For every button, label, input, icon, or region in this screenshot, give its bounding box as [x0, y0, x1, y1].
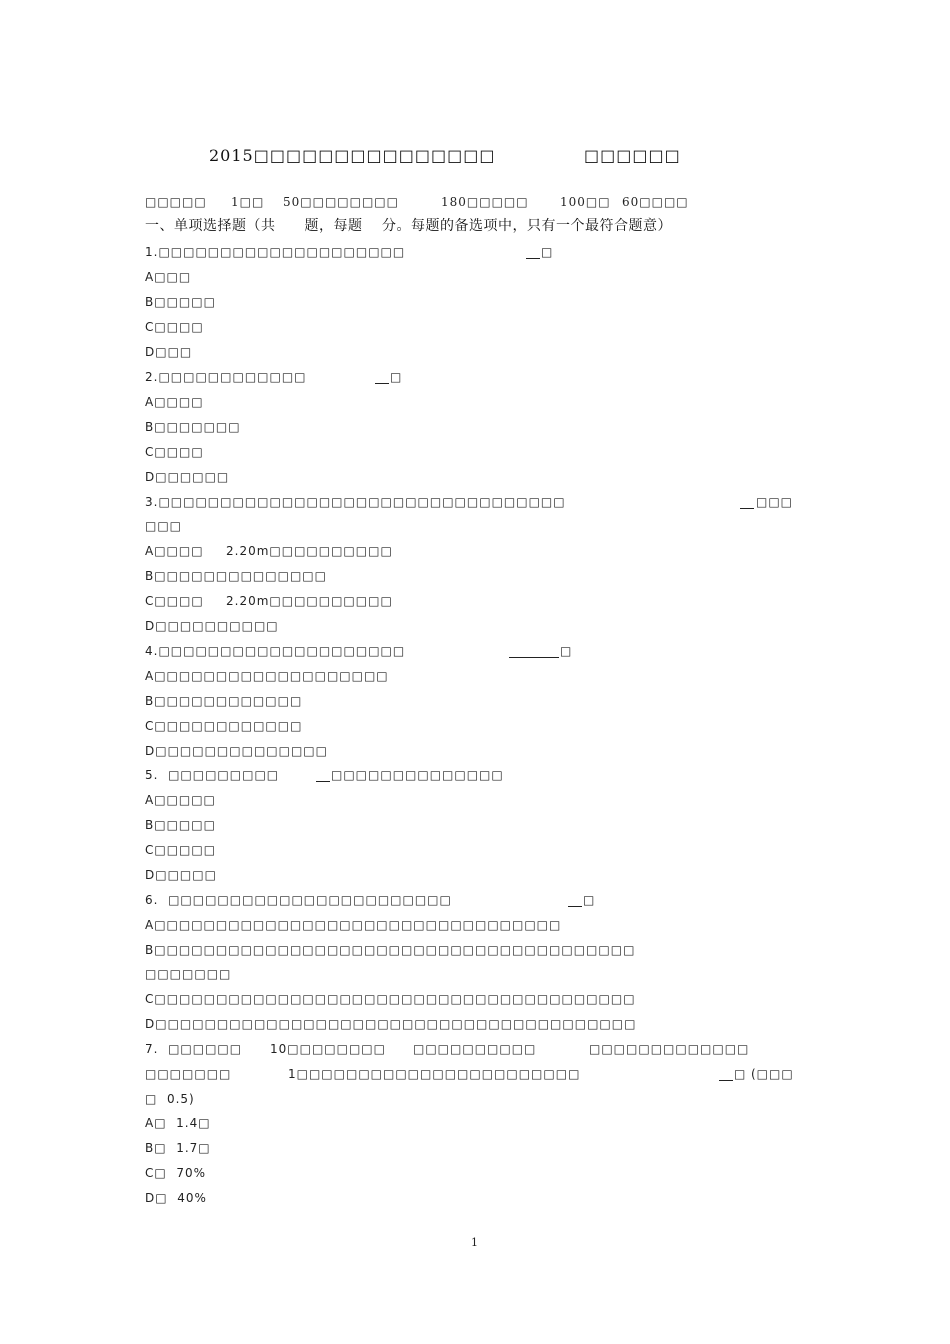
option-c: C□□□□□ [145, 843, 217, 857]
option-a: A□□□ [145, 270, 192, 284]
option-b: B□□□□□ [145, 818, 216, 832]
option-c: C□□□□ [145, 594, 204, 608]
option-c: C□□□□ [145, 445, 204, 459]
option-d: D□ 40% [145, 1191, 207, 1205]
question-5-stem: 5. □□□□□□□□□ [145, 768, 280, 782]
section-heading: 一、单项选择题（共 题，每题 分。每题的备选项中，只有一个最符合题意） [145, 218, 672, 234]
answer-blank [375, 369, 389, 384]
answer-blank [509, 643, 559, 658]
question-7-line2-paren: (□□□ [751, 1067, 794, 1081]
option-b: B□□□□□ [145, 295, 216, 309]
doc-title: 2015□□□□□□□□□□□□□□□ [209, 146, 496, 165]
option-a: A□□□□□ [145, 793, 216, 807]
option-d: D□□□□□□□□□□□□□□ [145, 744, 328, 758]
option-a: A□□□□ [145, 395, 204, 409]
question-5-tail: □□□□□□□□□□□□□□ [331, 768, 504, 782]
question-6-stem: 6. □□□□□□□□□□□□□□□□□□□□□□□ [145, 893, 452, 907]
question-6-tail: □ [583, 893, 596, 907]
option-b: B□□□□□□□□□□□□ [145, 694, 303, 708]
option-a: A□□□□□□□□□□□□□□□□□□□ [145, 669, 389, 683]
answer-blank [316, 767, 330, 782]
exam-info-pass: 60□□□□ [622, 195, 689, 209]
question-3-tail: □□□ [756, 495, 794, 509]
exam-info-time: 180□□□□□ [441, 195, 529, 209]
option-d: D□□□ [145, 345, 193, 359]
question-7-line2-tail: □ [734, 1067, 747, 1081]
question-7-stem-c: □□□□□□□□□□ [413, 1042, 537, 1056]
option-d: D□□□□□□ [145, 470, 230, 484]
option-b: B□□□□□□□□□□□□□□ [145, 569, 327, 583]
question-7-line2: □□□□□□□ [145, 1067, 232, 1081]
question-1-tail: □ [541, 245, 554, 259]
answer-blank [526, 244, 540, 259]
answer-blank [568, 892, 582, 907]
answer-blank [740, 494, 754, 509]
exam-info-questions: 50□□□□□□□□ [283, 195, 399, 209]
doc-subtitle: □□□□□□ [584, 146, 681, 165]
question-7-stem: 7. □□□□□□ [145, 1042, 243, 1056]
question-7-stem-b: 10□□□□□□□□ [270, 1042, 386, 1056]
exam-info-total: 100□□ [560, 195, 611, 209]
answer-blank [719, 1066, 733, 1081]
option-c: C□□□□□□□□□□□□□□□□□□□□□□□□□□□□□□□□□□□□□□□ [145, 992, 636, 1006]
option-c: C□□□□ [145, 320, 204, 334]
option-d: D□□□□□□□□□□□□□□□□□□□□□□□□□□□□□□□□□□□□□□□ [145, 1017, 637, 1031]
option-a-value: 2.20m□□□□□□□□□□ [226, 544, 393, 558]
question-1-stem: 1.□□□□□□□□□□□□□□□□□□□□ [145, 245, 406, 259]
question-2-tail: □ [390, 370, 403, 384]
option-b: B□□□□□□□ [145, 420, 241, 434]
question-7-stem-d: □□□□□□□□□□□□□ [589, 1042, 750, 1056]
option-d: D□□□□□ [145, 868, 217, 882]
option-c: C□ 70% [145, 1166, 207, 1180]
option-b: B□□□□□□□□□□□□□□□□□□□□□□□□□□□□□□□□□□□□□□□ [145, 943, 636, 957]
option-c: C□□□□□□□□□□□□ [145, 719, 303, 733]
question-4-tail: □ [560, 644, 573, 658]
option-a: A□ 1.4□ [145, 1116, 211, 1130]
question-7-line3: □ 0.5) [145, 1092, 195, 1106]
option-a: A□□□□ [145, 544, 204, 558]
question-7-line2-b: 1□□□□□□□□□□□□□□□□□□□□□□□ [288, 1067, 581, 1081]
question-3-stem-cont: □□□ [145, 519, 183, 533]
option-a: A□□□□□□□□□□□□□□□□□□□□□□□□□□□□□□□□□ [145, 918, 562, 932]
exam-info-count: 1□□ [231, 195, 265, 209]
page-number: 1 [471, 1236, 478, 1249]
exam-info-label: □□□□□ [145, 195, 207, 209]
question-2-stem: 2.□□□□□□□□□□□□ [145, 370, 307, 384]
option-b-cont: □□□□□□□ [145, 967, 232, 981]
option-d: D□□□□□□□□□□ [145, 619, 279, 633]
question-4-stem: 4.□□□□□□□□□□□□□□□□□□□□ [145, 644, 406, 658]
option-c-value: 2.20m□□□□□□□□□□ [226, 594, 393, 608]
question-3-stem: 3.□□□□□□□□□□□□□□□□□□□□□□□□□□□□□□□□□ [145, 495, 566, 509]
option-b: B□ 1.7□ [145, 1141, 211, 1155]
